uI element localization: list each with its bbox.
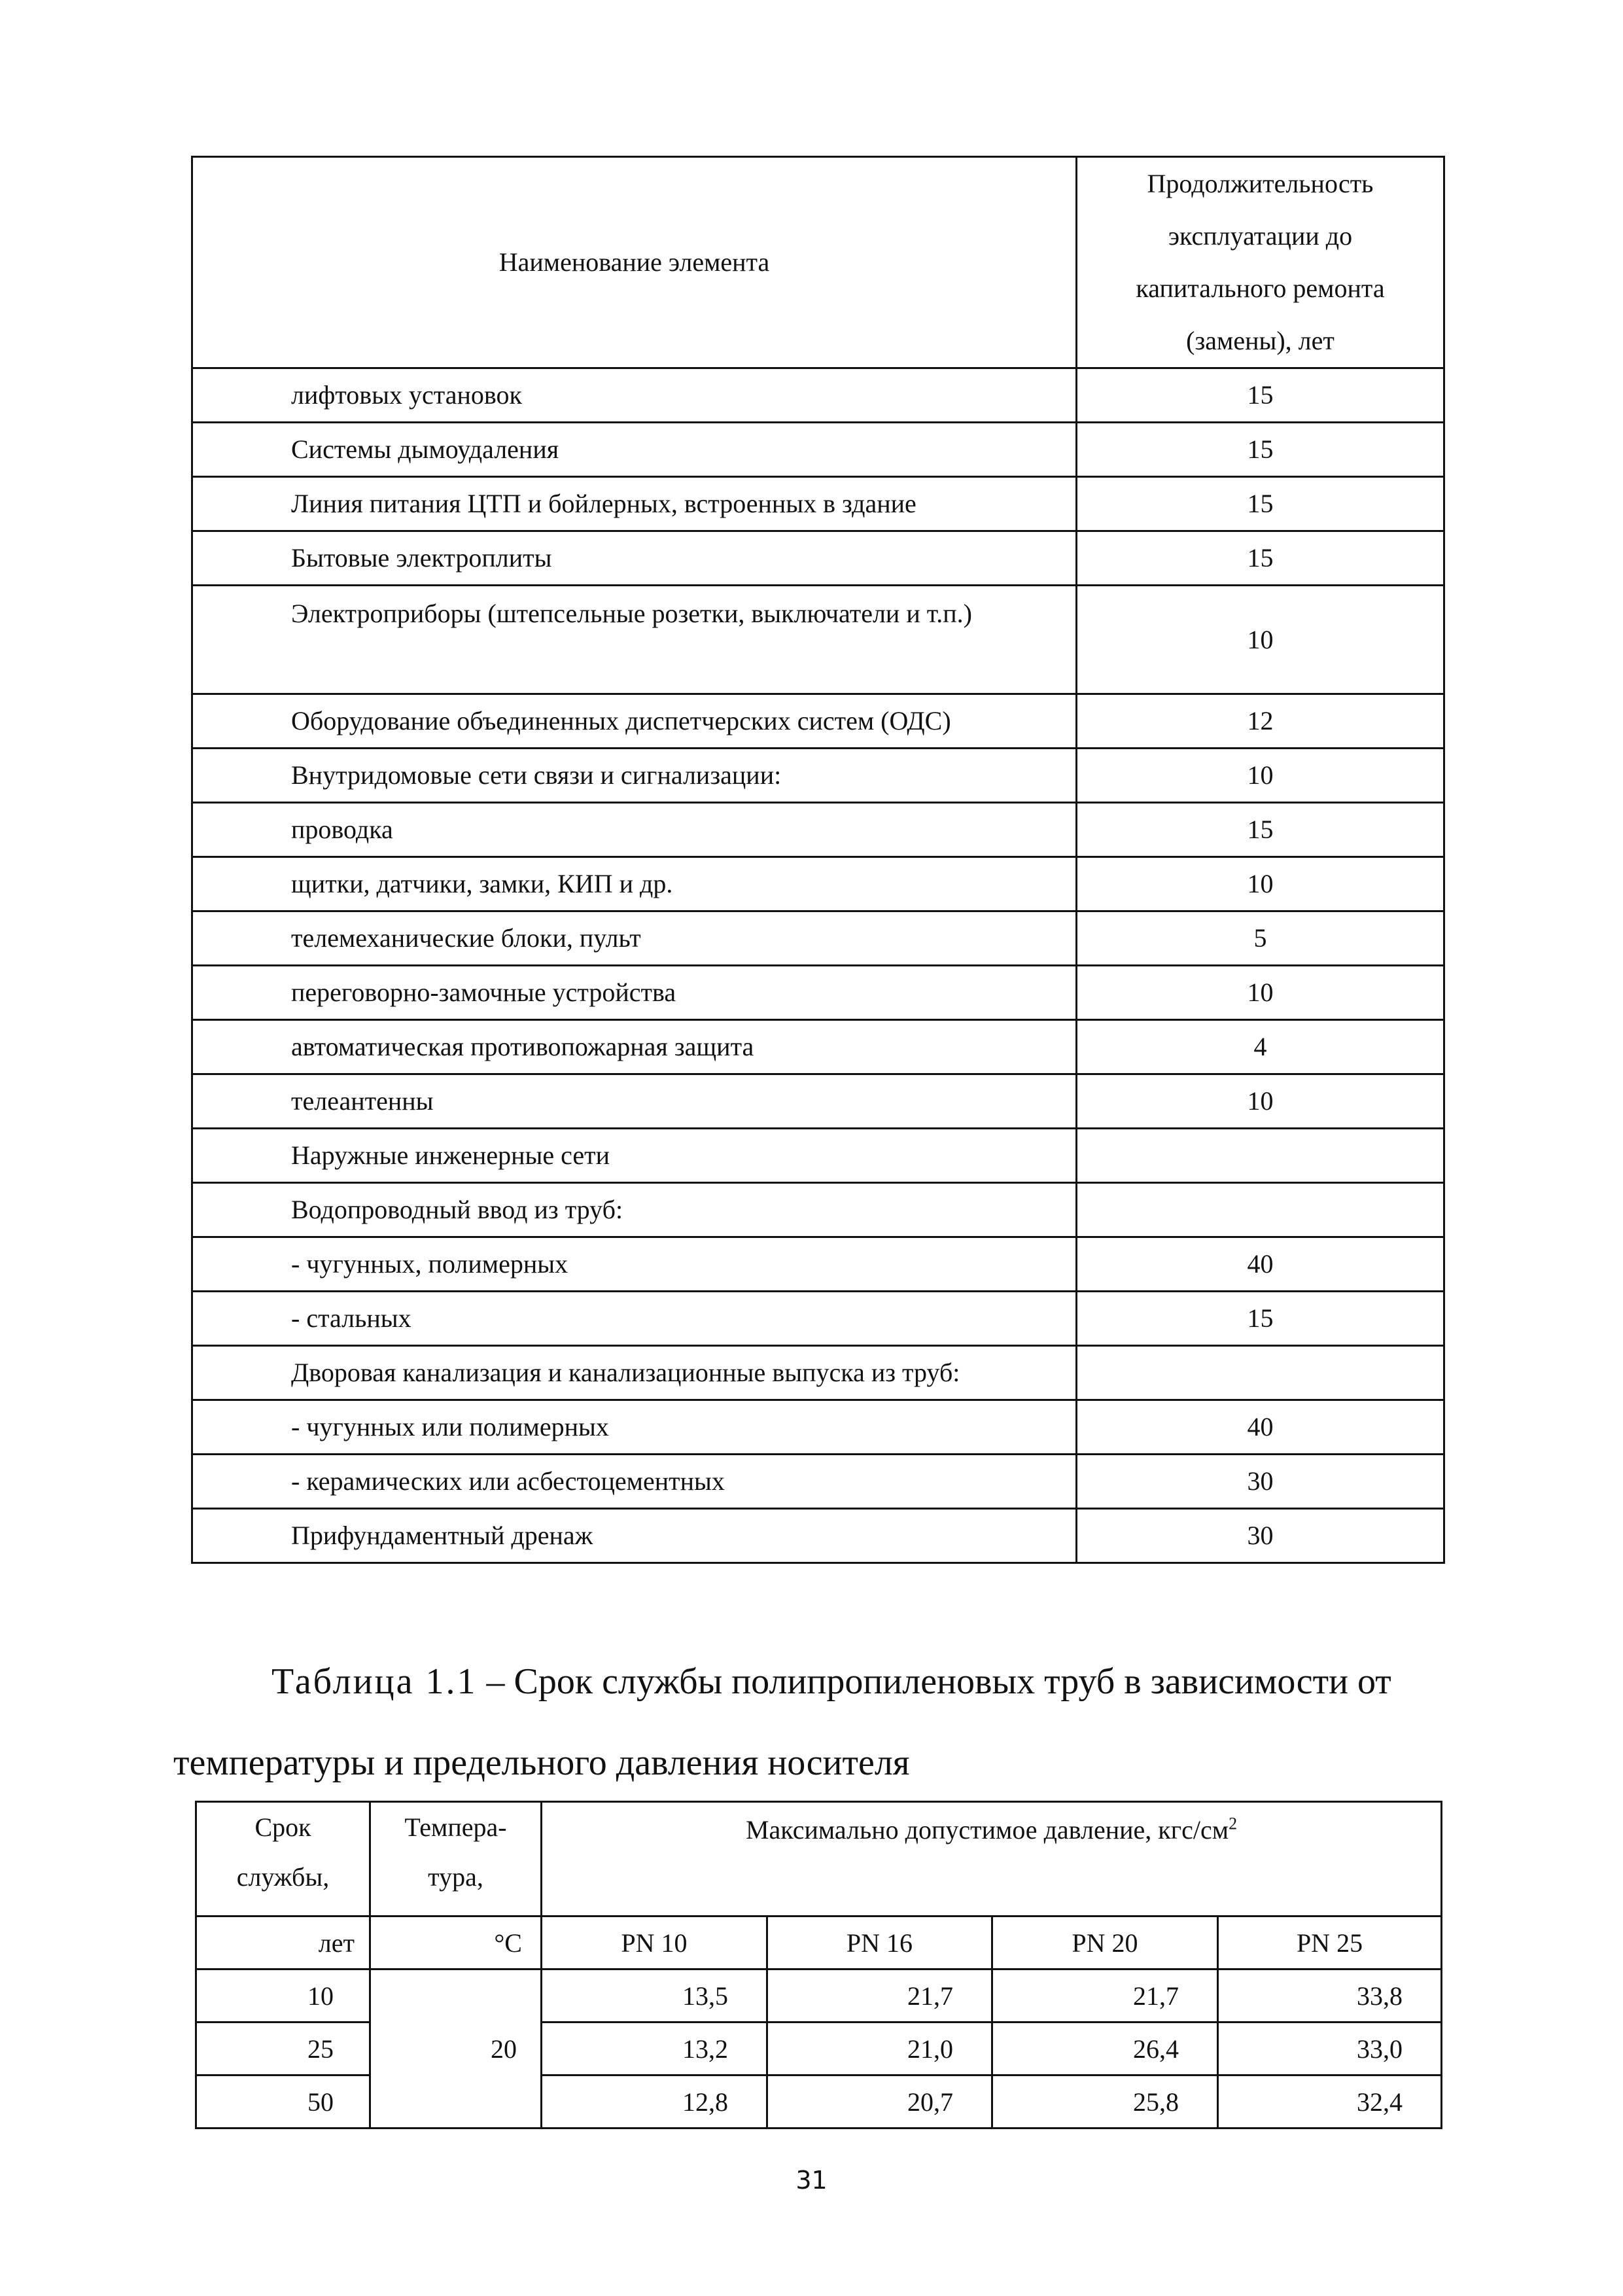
row-value: 26,4 [992, 2022, 1218, 2075]
header-service-life [196, 1802, 370, 1916]
row-life: 50 [196, 2075, 370, 2128]
header-pn: PN 10 [542, 1916, 767, 1969]
caption-text: – Срок службы полипропиленовых труб в зависимости от [477, 1661, 1391, 1702]
row-value: 21,7 [992, 1969, 1218, 2022]
row-name: Оборудование объединенных диспетчерских систем (ОДС) [192, 694, 1077, 749]
table-row [192, 1455, 1444, 1509]
row-value: 30 [1077, 1455, 1444, 1509]
table-row [192, 857, 1444, 911]
header-duration-line: капитального ремонта [1136, 274, 1385, 303]
caption-label: Таблица 1.1 [271, 1661, 478, 1702]
row-value: 5 [1077, 911, 1444, 966]
header-temperature [370, 1802, 542, 1916]
table-row [192, 1400, 1444, 1455]
row-name: телеантенны [192, 1074, 1077, 1129]
header-duration-line: эксплуатации до [1168, 221, 1353, 251]
row-value: 15 [1077, 1292, 1444, 1346]
row-value: 13,2 [542, 2022, 767, 2075]
header-element-name: Наименование элемента [192, 157, 1077, 368]
row-name: - чугунных, полимерных [192, 1237, 1077, 1292]
header-pn: PN 16 [767, 1916, 992, 1969]
row-name: - керамических или асбестоцементных [192, 1455, 1077, 1509]
row-value [1077, 1346, 1444, 1400]
row-life: 10 [196, 1969, 370, 2022]
row-name: Водопроводный ввод из труб: [192, 1183, 1077, 1237]
row-name: лифтовых установок [192, 368, 1077, 423]
table-row [192, 749, 1444, 803]
row-life: 25 [196, 2022, 370, 2075]
row-value: 10 [1077, 1074, 1444, 1129]
row-value: 40 [1077, 1237, 1444, 1292]
row-value: 12,8 [542, 2075, 767, 2128]
table-row [196, 1969, 1442, 2022]
row-name: Дворовая канализация и канализационные выпуска из труб: [192, 1346, 1077, 1400]
table-row [192, 1074, 1444, 1129]
row-name: автоматическая противопожарная защита [192, 1020, 1077, 1074]
row-name: Бытовые электроплиты [192, 531, 1077, 586]
table-row [192, 1129, 1444, 1183]
row-name: Электроприборы (штепсельные розетки, выключатели и т.п.) [192, 586, 1077, 694]
header-max-pressure [542, 1802, 1442, 1916]
row-value: 21,7 [767, 1969, 992, 2022]
table-row [192, 803, 1444, 857]
row-value: 13,5 [542, 1969, 767, 2022]
row-name: Внутридомовые сети связи и сигнализации: [192, 749, 1077, 803]
table-row [192, 531, 1444, 586]
row-value: 33,0 [1218, 2022, 1442, 2075]
row-name: Системы дымоудаления [192, 423, 1077, 477]
row-value: 15 [1077, 531, 1444, 586]
row-value: 15 [1077, 477, 1444, 531]
table-row [192, 423, 1444, 477]
row-name: - стальных [192, 1292, 1077, 1346]
caption-line-1 [173, 1641, 1456, 1722]
row-name: проводка [192, 803, 1077, 857]
caption-line-2: температуры и предельного давления носителя [173, 1742, 910, 1783]
header-pn: PN 25 [1218, 1916, 1442, 1969]
table-row [192, 1292, 1444, 1346]
row-value [1077, 1129, 1444, 1183]
header-temp-unit: °C [370, 1916, 542, 1969]
table-row [192, 368, 1444, 423]
row-name: Прифундаментный дренаж [192, 1509, 1077, 1563]
table-row [192, 1183, 1444, 1237]
header-life-unit: лет [196, 1916, 370, 1969]
table-row [192, 1509, 1444, 1563]
row-name: Наружные инженерные сети [192, 1129, 1077, 1183]
row-value: 15 [1077, 423, 1444, 477]
row-value: 20,7 [767, 2075, 992, 2128]
row-value: 15 [1077, 803, 1444, 857]
table-row [192, 694, 1444, 749]
row-value: 25,8 [992, 2075, 1218, 2128]
row-value: 10 [1077, 586, 1444, 694]
table-row [192, 586, 1444, 694]
row-value: 10 [1077, 857, 1444, 911]
header-temp-line: Темпера- [404, 1812, 507, 1842]
row-value: 30 [1077, 1509, 1444, 1563]
row-value: 33,8 [1218, 1969, 1442, 2022]
row-value [1077, 1183, 1444, 1237]
table-header-row [192, 157, 1444, 368]
row-name: - чугунных или полимерных [192, 1400, 1077, 1455]
table-row [192, 911, 1444, 966]
table-caption [173, 1641, 1456, 1803]
header-life-line: Срок [254, 1812, 311, 1842]
row-value: 21,0 [767, 2022, 992, 2075]
row-value: 4 [1077, 1020, 1444, 1074]
table-row [192, 1237, 1444, 1292]
page-number: 31 [795, 2166, 828, 2195]
table-subheader-row [196, 1916, 1442, 1969]
row-value: 10 [1077, 966, 1444, 1020]
table-row [192, 477, 1444, 531]
table-header-row [196, 1802, 1442, 1916]
row-value: 10 [1077, 749, 1444, 803]
row-name: щитки, датчики, замки, КИП и др. [192, 857, 1077, 911]
header-pn: PN 20 [992, 1916, 1218, 1969]
pressure-unit-superscript: 2 [1229, 1814, 1238, 1833]
service-life-table [191, 156, 1445, 1564]
row-value: 32,4 [1218, 2075, 1442, 2128]
row-value: 40 [1077, 1400, 1444, 1455]
row-value: 15 [1077, 368, 1444, 423]
header-duration-line: Продолжительность [1147, 169, 1374, 198]
row-name: переговорно-замочные устройства [192, 966, 1077, 1020]
row-value: 12 [1077, 694, 1444, 749]
header-temp-line: тура, [428, 1862, 483, 1892]
table-row [192, 1020, 1444, 1074]
table-row [192, 1346, 1444, 1400]
table-row [192, 966, 1444, 1020]
pipe-pressure-table [195, 1801, 1442, 2129]
row-name: Линия питания ЦТП и бойлерных, встроенных в здание [192, 477, 1077, 531]
pressure-title-text: Максимально допустимое давление, кгс/см [745, 1815, 1229, 1845]
row-name: телемеханические блоки, пульт [192, 911, 1077, 966]
header-life-line: службы, [236, 1862, 330, 1892]
row-temperature: 20 [370, 1969, 542, 2128]
header-duration [1077, 157, 1444, 368]
header-duration-line: (замены), лет [1186, 326, 1335, 355]
